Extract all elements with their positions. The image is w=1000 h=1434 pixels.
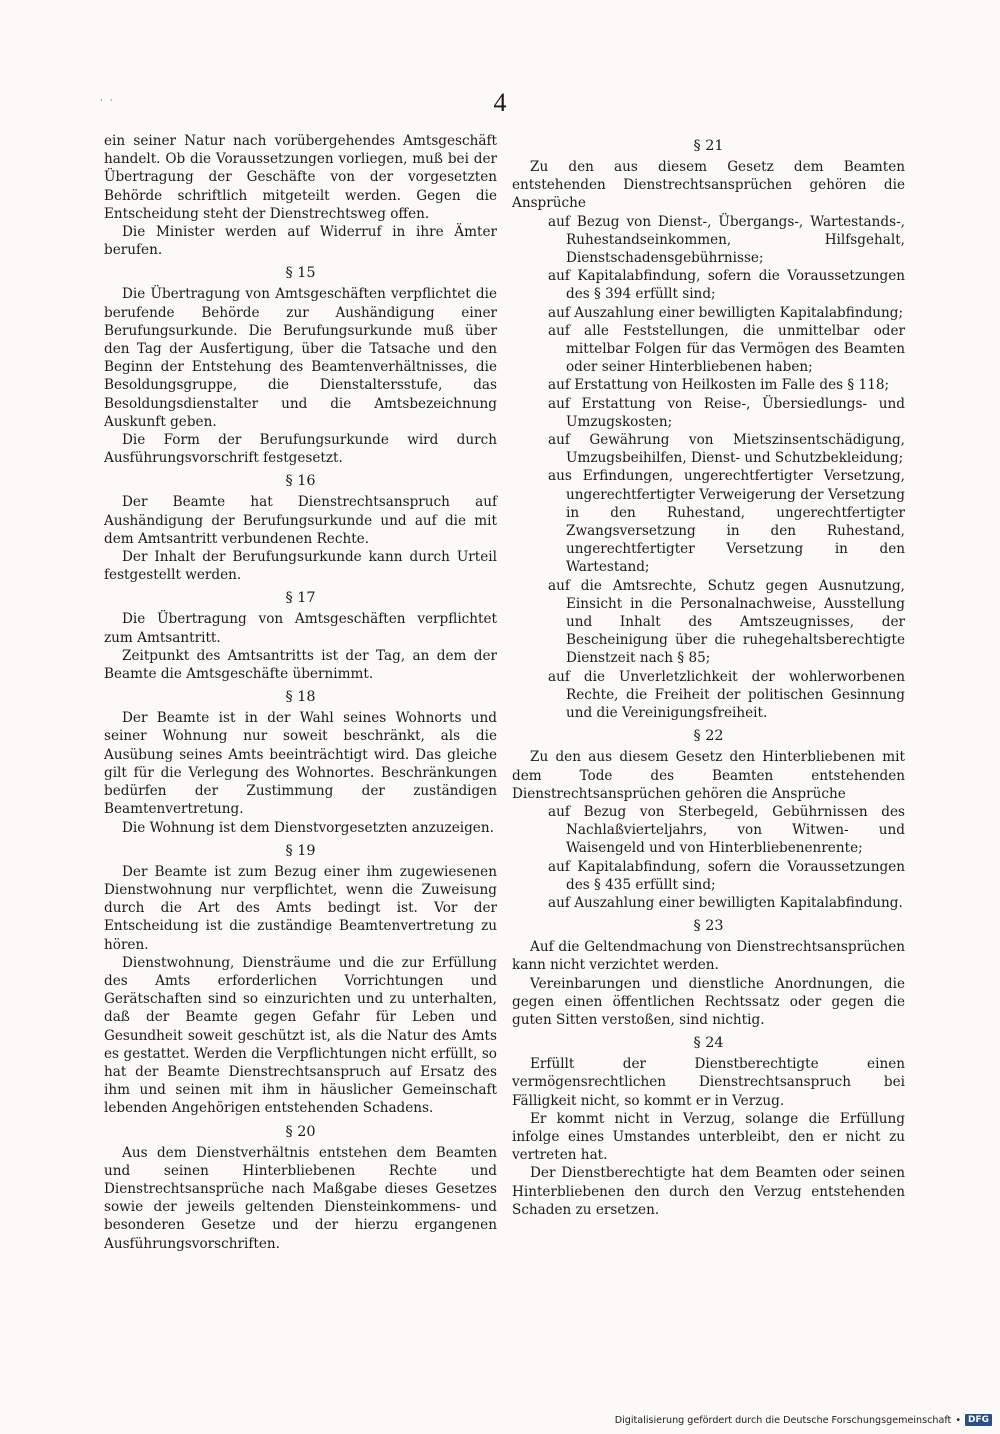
paragraph: Zu den aus diesem Gesetz dem Beamten entstehenden Dienstrechtsansprüchen gehören die Ansprüche	[512, 159, 905, 212]
list-item: auf alle Feststellungen, die unmittelbar oder mittelbar Folgen für das Vermögen des Beamten oder seiner Hinterbliebenen haben;	[548, 322, 905, 376]
paragraph: Vereinbarungen und dienstliche Anordnungen, die gegen einen öffentlichen Rechtssatz oder gegen die guten Sitten verstoßen, sind nichtig.	[512, 975, 905, 1028]
claims-list-22	[512, 803, 905, 912]
section-heading-17: § 17	[285, 590, 316, 607]
page-number: 4	[493, 88, 507, 117]
right-column	[512, 132, 905, 1219]
list-item: auf Kapitalabfindung, sofern die Voraussetzungen des § 435 erfüllt sind;	[548, 858, 905, 893]
list-item: aus Erfindungen, ungerechtfertigter Versetzung, ungerechtfertigter Verweigerung der Versetzung in den Ruhestand, ungerechtfertigter Zwangsversetzung in den Ruhestand, ungerechtfertigter Versetzung in den Wartestand;	[548, 468, 905, 576]
paragraph: Auf die Geltendmachung von Dienstrechtsansprüchen kann nicht verzichtet werden.	[512, 939, 905, 974]
footer-text: Digitalisierung gefördert durch die Deutsche Forschungsgemeinschaft	[614, 1414, 952, 1426]
section-heading-23: § 23	[693, 918, 724, 935]
paragraph: Die Wohnung ist dem Dienstvorgesetzten anzuzeigen.	[122, 819, 494, 836]
section-heading-22: § 22	[693, 728, 724, 745]
list-item: auf Gewährung von Mietszinsentschädigung, Umzugsbeihilfen, Dienst- und Schutzbekleidung;	[548, 432, 905, 467]
paragraph: Die Minister werden auf Widerruf in ihre Ämter berufen.	[104, 224, 497, 259]
section-heading-20: § 20	[285, 1123, 316, 1140]
left-column	[104, 132, 497, 1253]
list-item: auf die Amtsrechte, Schutz gegen Ausnutzung, Einsicht in die Personalnachweise, Ausstellung und Inhalt des Amtszeugnisses, der Bescheinigung über die ruhegehaltsberechtigte Dienstzeit nach § 85;	[548, 577, 905, 667]
dfg-logo-icon: DFG	[965, 1414, 992, 1426]
list-item: auf die Unverletzlichkeit der wohlerworbenen Rechte, die Freiheit der politischen Gesinnung und die Vereinigungsfreiheit.	[548, 668, 905, 722]
list-item: auf Erstattung von Heilkosten im Falle des § 118;	[548, 377, 890, 394]
scan-marks: · ·	[100, 96, 115, 106]
paragraph: Der Beamte ist in der Wahl seines Wohnorts und seiner Wohnung nur soweit beschränkt, als die Ausübung seines Amts beeinträchtigt wird. Das gleiche gilt für die Verlegung des Wohnortes. Beschränkungen bedürfen der Zustimmung der zuständigen Beamtenvertretung.	[104, 710, 497, 818]
paragraph: Der Inhalt der Berufungsurkunde kann durch Urteil festgestellt werden.	[104, 549, 497, 584]
list-item: auf Auszahlung einer bewilligten Kapitalabfindung;	[548, 304, 904, 321]
paragraph: Er kommt nicht in Verzug, solange die Erfüllung infolge eines Umstandes unterbleibt, den er nicht zu vertreten hat.	[512, 1110, 905, 1164]
paragraph: Die Übertragung von Amtsgeschäften verpflichtet zum Amtsantritt.	[104, 611, 497, 646]
claims-list-21	[512, 213, 905, 723]
paragraph: Erfüllt der Dienstberechtigte einen vermögensrechtlichen Dienstrechtsanspruch bei Fälligkeit nicht, so kommt er in Verzug.	[512, 1056, 905, 1109]
list-item: auf Erstattung von Reise-, Übersiedlungs- und Umzugskosten;	[548, 395, 905, 430]
paragraph: Die Übertragung von Amtsgeschäften verpflichtet die berufende Behörde zur Aushändigung einer Berufungsurkunde. Die Berufungsurkunde muß über den Tag der Ausfertigung, über die Tatsache und den Beginn der Entstehung des Beamtenverhältnisses, die Besoldungsgruppe, die Dienstaltersstufe, das Besoldungsdienstalter und die Amtsbezeichnung Auskunft geben.	[104, 286, 497, 430]
section-heading-16: § 16	[285, 473, 316, 490]
paragraph: Aus dem Dienstverhältnis entstehen dem Beamten und seinen Hinterbliebenen Rechte und Dienstrechtsansprüche nach Maßgabe dieses Gesetzes sowie der jeweils geltenden Diensteinkommens- und besonderen Gesetze und der hierzu ergangenen Ausführungsvorschriften.	[104, 1144, 497, 1252]
paragraph: Der Beamte hat Dienstrechtsanspruch auf Aushändigung der Berufungsurkunde und auf die mit dem Amtsantritt verbundenen Rechte.	[104, 494, 497, 547]
paragraph: ein seiner Natur nach vorübergehendes Amtsgeschäft handelt. Ob die Voraussetzungen vorliegen, muß bei der Übertragung der Geschäfte von der vorgesetzten Behörde schriftlich mitgeteilt werden. Gegen die Entscheidung steht der Dienstrechtsweg offen.	[104, 133, 497, 222]
footer-separator: •	[955, 1414, 961, 1426]
paragraph: Dienstwohnung, Diensträume und die zur Erfüllung des Amts erforderlichen Vorrichtungen und Gerätschaften sind so einzurichten und zu unterhalten, daß der Beamte gegen Gefahr für Leben und Gesundheit soweit geschützt ist, als die Natur des Amts es gestattet. Werden die Verpflichtungen nicht erfüllt, so hat der Beamte Dienstrechtsanspruch auf Ersatz des ihm und seinen mit ihm in häuslicher Gemeinschaft lebenden Angehörigen entstehenden Schadens.	[104, 954, 497, 1117]
paragraph: Die Form der Berufungsurkunde wird durch Ausführungsvorschrift festgesetzt.	[104, 432, 497, 467]
section-heading-18: § 18	[285, 689, 316, 706]
digitization-footer	[615, 1412, 992, 1428]
list-item: auf Kapitalabfindung, sofern die Voraussetzungen des § 394 erfüllt sind;	[548, 268, 905, 303]
section-heading-24: § 24	[693, 1035, 724, 1052]
section-heading-21: § 21	[693, 138, 724, 154]
list-item: auf Bezug von Dienst-, Übergangs-, Wartestands-, Ruhestandseinkommen, Hilfsgehalt, Dienstschadensgebührnisse;	[548, 213, 905, 267]
section-heading-19: § 19	[285, 842, 316, 859]
paragraph: Zeitpunkt des Amtsantritts ist der Tag, an dem der Beamte die Amtsgeschäfte übernimmt.	[104, 647, 497, 683]
paragraph: Zu den aus diesem Gesetz den Hinterbliebenen mit dem Tode des Beamten entstehenden Dienstrechtsansprüchen gehören die Ansprüche	[512, 749, 905, 802]
paragraph: Der Dienstberechtigte hat dem Beamten oder seinen Hinterbliebenen den durch den Verzug entstehenden Schaden zu ersetzen.	[512, 1165, 905, 1218]
list-item: auf Auszahlung einer bewilligten Kapitalabfindung.	[548, 894, 903, 911]
section-heading-15: § 15	[285, 265, 316, 282]
list-item: auf Bezug von Sterbegeld, Gebührnissen des Nachlaßvierteljahrs, von Witwen- und Waisengeld und von Hinterbliebenenrente;	[548, 803, 905, 857]
paragraph: Der Beamte ist zum Bezug einer ihm zugewiesenen Dienstwohnung nur verpflichtet, wenn die Zuweisung durch die Art des Amts bedingt ist. Vor der Entscheidung ist die zuständige Beamtenvertretung zu hören.	[104, 863, 497, 953]
